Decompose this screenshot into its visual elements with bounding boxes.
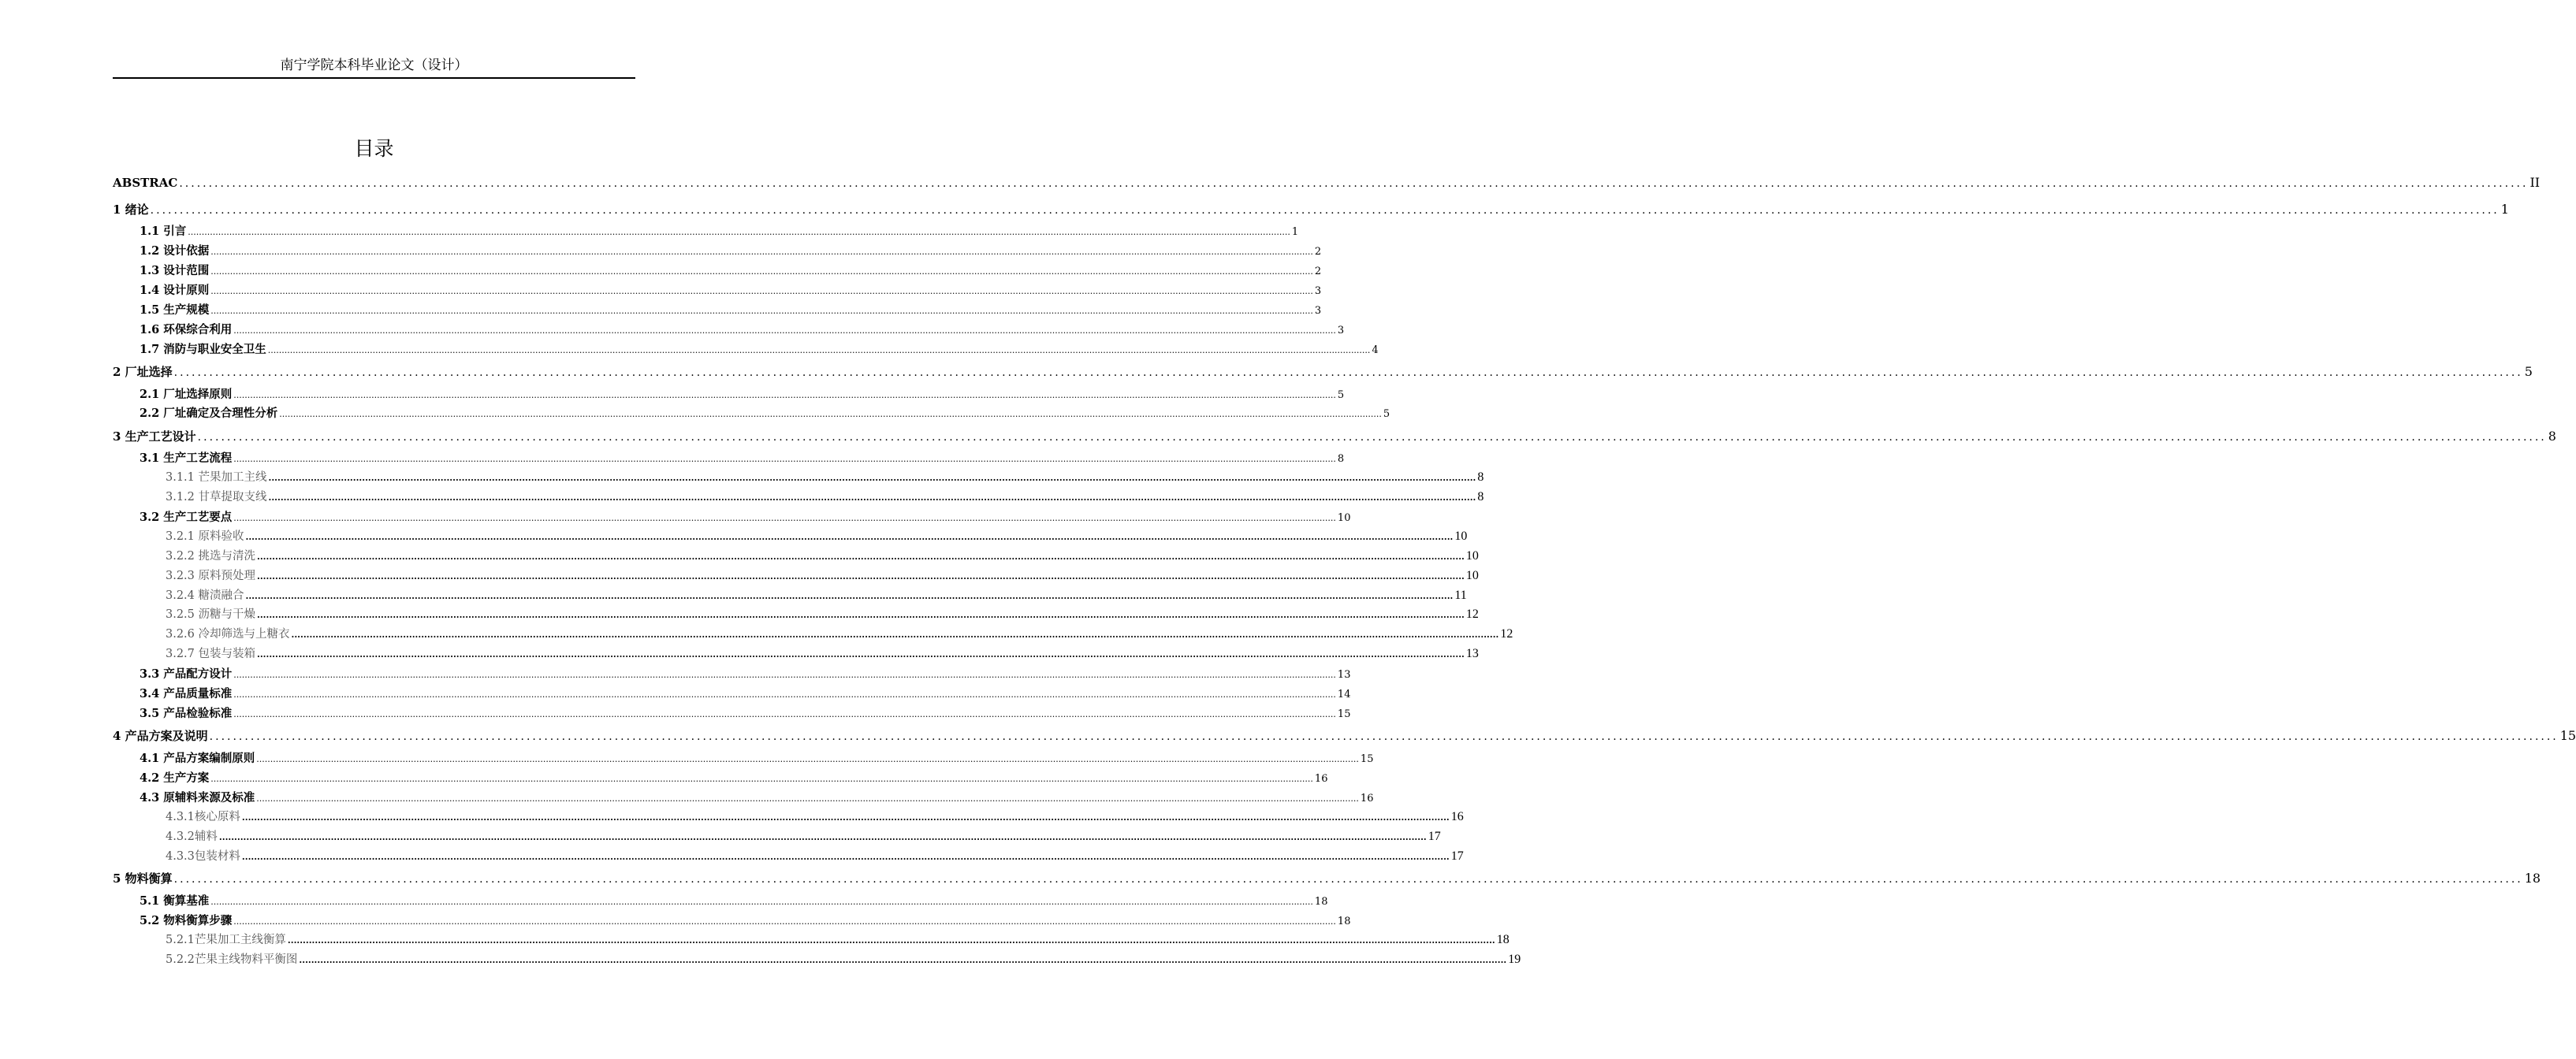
toc-page-number: 18 [2524, 871, 2541, 886]
toc-entry-title: 3.2.1 原料验收 [166, 530, 244, 543]
toc-leader-dots: ................................................................................................................................................................................................................................................................................................................................................................................................................ [150, 204, 2500, 217]
toc-entry[interactable] [113, 175, 2541, 190]
toc-page-number: 4 [1372, 344, 1379, 356]
toc-page-number: 10 [1465, 569, 1479, 582]
toc-entry-title: 1.5 生产规模 [140, 303, 210, 317]
toc-page-number: 3 [1314, 305, 1322, 317]
toc-leader-dots: ................................................................................................................................................................................................................................................................................................................................................................................................................ [257, 649, 1465, 660]
toc-page-number: 16 [1450, 810, 1464, 823]
toc-entry[interactable] [166, 950, 1521, 967]
toc-page-number: 5 [1337, 389, 1345, 401]
toc-leader-dots: ................................................................................................................................................................................................................................................................................................................................................................................................................ [257, 571, 1465, 582]
toc-entry-title: 4.3.2辅料 [166, 830, 218, 843]
toc-leader-dots: ................................................................................................................................................................................................................................................................................................................................................................................................................ [257, 552, 1465, 562]
toc-entry-title: 1.6 环保综合利用 [140, 323, 233, 336]
toc-leader-dots: ................................................................................................................................................................................................................................................................................................................................................................................................................ [233, 325, 1336, 336]
toc-entry[interactable] [166, 488, 1484, 504]
toc-leader-dots: ................................................................................................................................................................................................................................................................................................................................................................................................................ [256, 793, 1359, 804]
toc-entry[interactable] [166, 586, 1467, 603]
toc-leader-dots: ................................................................................................................................................................................................................................................................................................................................................................................................................ [188, 227, 1290, 237]
toc-entry-title: 3.5 产品检验标准 [140, 707, 233, 720]
toc-entry-title: 3 生产工艺设计 [113, 429, 196, 444]
toc-entry-title: 5.2 物料衡算步骤 [140, 914, 233, 927]
toc-entry[interactable] [166, 847, 1464, 864]
toc-page-number: 3 [1337, 325, 1345, 336]
toc-leader-dots: ................................................................................................................................................................................................................................................................................................................................................................................................................ [210, 286, 1313, 296]
toc-leader-dots: ................................................................................................................................................................................................................................................................................................................................................................................................................ [233, 916, 1336, 927]
toc-entry[interactable] [140, 789, 1374, 805]
toc-leader-dots: ................................................................................................................................................................................................................................................................................................................................................................................................................ [256, 754, 1359, 764]
toc-entry[interactable] [166, 547, 1479, 563]
toc-leader-dots: ................................................................................................................................................................................................................................................................................................................................................................................................................ [210, 306, 1313, 316]
toc-entry[interactable] [140, 508, 1351, 525]
toc-page-number: 16 [1360, 793, 1374, 804]
toc-page-number: 13 [1465, 647, 1479, 660]
toc-entry-title: 1.3 设计范围 [140, 264, 210, 277]
toc-entry[interactable] [140, 301, 1322, 318]
toc-entry-title: 3.1.1 芒果加工主线 [166, 471, 267, 484]
toc-entry[interactable] [113, 870, 2541, 886]
toc-leader-dots: ................................................................................................................................................................................................................................................................................................................................................................................................................ [245, 532, 1454, 542]
toc-page-number: 5 [1383, 408, 1390, 420]
toc-leader-dots: ................................................................................................................................................................................................................................................................................................................................................................................................................ [291, 630, 1499, 640]
toc-leader-dots: ................................................................................................................................................................................................................................................................................................................................................................................................................ [210, 897, 1313, 907]
toc-entry-title: 3.2.7 包装与装箱 [166, 648, 256, 660]
toc-entry-title: 3.4 产品质量标准 [140, 687, 233, 700]
toc-leader-dots: ................................................................................................................................................................................................................................................................................................................................................................................................................ [241, 852, 1450, 862]
toc-leader-dots: ................................................................................................................................................................................................................................................................................................................................................................................................................ [209, 730, 2559, 743]
toc-page-number: 18 [1337, 916, 1351, 927]
toc-entry[interactable] [140, 769, 1328, 786]
toc-page-number: 2 [1314, 246, 1322, 258]
toc-page-number: 3 [1314, 285, 1322, 297]
toc-entry-title: 3.2 生产工艺要点 [140, 511, 233, 524]
toc-page-number: 1 [2500, 202, 2509, 217]
toc-entry[interactable] [113, 428, 2556, 444]
toc-entry-title: 4 产品方案及说明 [113, 729, 208, 743]
toc-entry-title: 5 物料衡算 [113, 871, 173, 886]
toc-entry[interactable] [140, 340, 1379, 357]
toc-entry-title: 1.7 消防与职业安全卫生 [140, 343, 266, 356]
toc-leader-dots: ................................................................................................................................................................................................................................................................................................................................................................................................................ [245, 591, 1454, 601]
toc-entry[interactable] [140, 912, 1351, 928]
toc-page-number: 5 [2524, 364, 2533, 379]
toc-leader-dots: ................................................................................................................................................................................................................................................................................................................................................................................................................ [279, 409, 1382, 419]
toc-entry-title: 4.3.1核心原料 [166, 811, 240, 823]
toc-leader-dots: ................................................................................................................................................................................................................................................................................................................................................................................................................ [173, 873, 2523, 886]
toc-entry[interactable] [166, 567, 1479, 583]
toc-entry[interactable] [140, 262, 1322, 278]
toc-page-number: 12 [1500, 627, 1513, 641]
toc-entry-title: 3.2.6 冷却筛选与上糖衣 [166, 628, 290, 641]
header-title: 南宁学院本科毕业论文（设计） [280, 58, 468, 73]
toc-entry[interactable] [166, 808, 1464, 824]
toc-leader-dots: ................................................................................................................................................................................................................................................................................................................................................................................................................ [299, 955, 1507, 965]
toc-page-number: 8 [1477, 490, 1484, 503]
toc-entry[interactable] [166, 625, 1513, 641]
toc-page-number: 17 [1450, 849, 1464, 863]
toc-page-number: 8 [1477, 470, 1484, 484]
toc-entry[interactable] [166, 468, 1484, 485]
toc-page-number: 10 [1337, 512, 1351, 524]
toc-entry-title: 2.2 厂址确定及合理性分析 [140, 407, 278, 420]
toc-entry[interactable] [166, 931, 1509, 947]
toc-entry-title: 3.2.5 沥糖与干燥 [166, 608, 256, 621]
toc-leader-dots: ................................................................................................................................................................................................................................................................................................................................................................................................................ [268, 473, 1476, 483]
toc-leader-dots: ................................................................................................................................................................................................................................................................................................................................................................................................................ [173, 366, 2523, 379]
toc-page-number: 15 [1337, 708, 1351, 720]
toc-entry[interactable] [140, 242, 1322, 258]
toc-entry-title: 3.1.2 甘草提取支线 [166, 491, 267, 503]
toc-entry[interactable] [166, 645, 1479, 661]
toc-leader-dots: ................................................................................................................................................................................................................................................................................................................................................................................................................ [268, 492, 1476, 503]
toc-page-number: 16 [1314, 773, 1328, 785]
toc-entry[interactable] [140, 321, 1345, 337]
toc-entry[interactable] [140, 704, 1351, 721]
toc-entry-title: 5.2.2芒果主线物料平衡图 [166, 953, 298, 966]
toc-leader-dots: ................................................................................................................................................................................................................................................................................................................................................................................................................ [210, 774, 1313, 784]
toc-entry[interactable] [113, 363, 2533, 380]
toc-entry[interactable] [166, 605, 1479, 622]
toc-entry[interactable] [140, 385, 1345, 402]
toc-leader-dots: ................................................................................................................................................................................................................................................................................................................................................................................................................ [257, 610, 1465, 620]
toc-entry-title: 4.3.3包装材料 [166, 850, 240, 863]
toc-leader-dots: ................................................................................................................................................................................................................................................................................................................................................................................................................ [197, 431, 2547, 444]
toc-entry-title: 2 厂址选择 [113, 365, 173, 379]
toc-entry-title: 5.2.1芒果加工主线衡算 [166, 934, 286, 946]
toc-page-number: 15 [1360, 753, 1374, 765]
toc-entry-title: ABSTRAC [113, 176, 178, 190]
toc-entry-title: 3.2.4 糖渍融合 [166, 589, 244, 602]
toc-entry[interactable] [140, 892, 1328, 909]
toc-page-number: 17 [1428, 830, 1441, 843]
toc-title: 目录 [354, 137, 394, 160]
toc-leader-dots: ................................................................................................................................................................................................................................................................................................................................................................................................................ [218, 832, 1427, 842]
toc-page-number: 8 [1337, 453, 1345, 465]
toc-leader-dots: ................................................................................................................................................................................................................................................................................................................................................................................................................ [233, 670, 1336, 680]
toc-entry-title: 3.2.3 原料预处理 [166, 570, 256, 582]
toc-leader-dots: ................................................................................................................................................................................................................................................................................................................................................................................................................ [233, 390, 1336, 400]
toc-entry[interactable] [140, 281, 1322, 298]
toc-page-number: 18 [1314, 896, 1328, 908]
toc-page-number: 10 [1454, 530, 1468, 543]
toc-entry[interactable] [140, 404, 1390, 421]
toc-entry-title: 1 绪论 [113, 203, 149, 217]
toc-page-number: 1 [1291, 226, 1299, 238]
toc-leader-dots: ................................................................................................................................................................................................................................................................................................................................................................................................................ [287, 935, 1495, 946]
toc-entry-title: 1.2 设计依据 [140, 244, 210, 258]
toc-entry-title: 3.3 产品配方设计 [140, 667, 233, 681]
toc-entry-title: 1.4 设计原则 [140, 284, 210, 297]
toc-page-number: 12 [1465, 608, 1479, 621]
toc-entry[interactable] [166, 527, 1468, 544]
toc-entry[interactable] [140, 449, 1345, 466]
toc-entry[interactable] [140, 665, 1351, 682]
toc-entry-title: 2.1 厂址选择原则 [140, 388, 233, 401]
toc-page-number: II [2529, 175, 2541, 190]
toc-entry-title: 4.1 产品方案编制原则 [140, 752, 255, 765]
toc-entry[interactable] [140, 749, 1374, 766]
toc-leader-dots: ................................................................................................................................................................................................................................................................................................................................................................................................................ [233, 709, 1336, 719]
toc-page-number: 15 [2559, 728, 2576, 743]
toc-leader-dots: ................................................................................................................................................................................................................................................................................................................................................................................................................ [210, 266, 1313, 277]
toc-entry[interactable] [166, 827, 1441, 844]
toc-entry-title: 3.2.2 挑选与清洗 [166, 550, 256, 563]
toc-leader-dots: ................................................................................................................................................................................................................................................................................................................................................................................................................ [233, 513, 1336, 523]
toc-leader-dots: ................................................................................................................................................................................................................................................................................................................................................................................................................ [210, 247, 1313, 257]
toc-entry[interactable] [140, 685, 1351, 701]
toc-page-number: 11 [1454, 589, 1467, 602]
toc-entry[interactable] [113, 201, 2509, 217]
toc-leader-dots: ................................................................................................................................................................................................................................................................................................................................................................................................................ [233, 689, 1336, 700]
toc-entry-title: 4.2 生产方案 [140, 771, 210, 785]
toc-entry[interactable] [113, 727, 2576, 744]
toc-page-number: 18 [1496, 933, 1509, 946]
toc-leader-dots: ................................................................................................................................................................................................................................................................................................................................................................................................................ [241, 812, 1450, 823]
page-header [113, 55, 635, 79]
toc-entry[interactable] [140, 222, 1299, 239]
toc-page-number: 10 [1465, 549, 1479, 563]
toc-entry-title: 3.1 生产工艺流程 [140, 451, 233, 465]
toc-entry-title: 5.1 衡算基准 [140, 894, 210, 908]
toc-page-number: 14 [1337, 689, 1351, 700]
toc-page-number: 13 [1337, 669, 1351, 681]
toc-entry-title: 4.3 原辅料来源及标准 [140, 791, 255, 804]
toc-page-number: 2 [1314, 266, 1322, 277]
toc-page-number: 19 [1508, 953, 1521, 966]
toc-leader-dots: ................................................................................................................................................................................................................................................................................................................................................................................................................ [267, 345, 1371, 355]
toc-leader-dots: ................................................................................................................................................................................................................................................................................................................................................................................................................ [179, 177, 2529, 190]
toc-entry-title: 1.1 引言 [140, 225, 187, 238]
toc-page-number: 8 [2548, 429, 2556, 444]
toc-leader-dots: ................................................................................................................................................................................................................................................................................................................................................................................................................ [233, 454, 1336, 464]
